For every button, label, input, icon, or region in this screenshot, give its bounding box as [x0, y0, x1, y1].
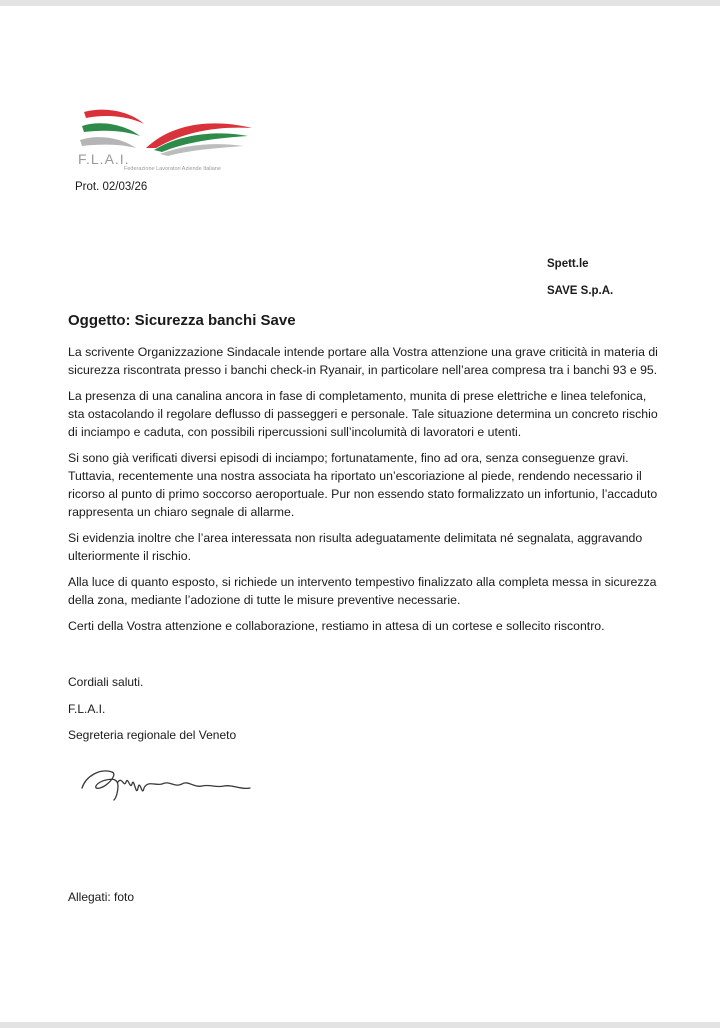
recipient-salutation: Spett.le	[547, 258, 589, 270]
logo-wordmark: F.L.A.I.	[78, 151, 130, 167]
protocol-number: Prot. 02/03/26	[75, 181, 148, 193]
handwritten-signature	[78, 758, 258, 802]
body-paragraph: Si sono già verificati diversi episodi di inciampo; fortunatamente, fino ad ora, senza conseguenze gravi. Tuttavia, recentemente una nostra associata ha riportato un’escoriazione al piede, rendendo necessario il ricorso al punto di primo soccorso aeroportuale. Pur non essendo stato formalizzato un infortunio, l’accaduto rappresenta un chiaro segnale di allarme.	[68, 451, 658, 519]
letter-body	[68, 343, 658, 643]
attachments-note: Allegati: foto	[68, 890, 135, 904]
flai-logo	[76, 102, 256, 174]
closing-organization: F.L.A.I.	[68, 702, 106, 716]
closing-greeting: Cordiali saluti.	[68, 675, 144, 689]
body-paragraph: La presenza di una canalina ancora in fase di completamento, munita di prese elettriche e linea telefonica, sta ostacolando il regolare deflusso di passeggeri e personale. Tale situazione determina un concreto rischio di inciampo e caduta, con possibili ripercussioni sull’incolumità di lavoratori e utenti.	[68, 389, 658, 439]
letter-subject: Oggetto: Sicurezza banchi Save	[68, 312, 296, 329]
logo-subtitle: Federazione Lavoratori Aziende Italiane	[124, 166, 221, 172]
body-paragraph: Si evidenzia inoltre che l’area interessata non risulta adeguatamente delimitata né segnalata, aggravando ulteriormente il rischio.	[68, 531, 643, 563]
closing-department: Segreteria regionale del Veneto	[68, 728, 237, 742]
body-paragraph: Alla luce di quanto esposto, si richiede un intervento tempestivo finalizzato alla completa messa in sicurezza della zona, mediante l’adozione di tutte le misure preventive necessarie.	[68, 575, 657, 607]
body-paragraph: Certi della Vostra attenzione e collaborazione, restiamo in attesa di un cortese e sollecito riscontro.	[68, 619, 605, 633]
body-paragraph: La scrivente Organizzazione Sindacale intende portare alla Vostra attenzione una grave criticità in materia di sicurezza riscontrata presso i banchi check-in Ryanair, in particolare nell’area compresa tra i banchi 93 e 95.	[68, 345, 658, 377]
recipient-company: SAVE S.p.A.	[547, 285, 614, 297]
signature-graphic	[78, 758, 258, 802]
letter-page	[0, 6, 720, 1022]
flai-logo-graphic	[76, 102, 256, 174]
